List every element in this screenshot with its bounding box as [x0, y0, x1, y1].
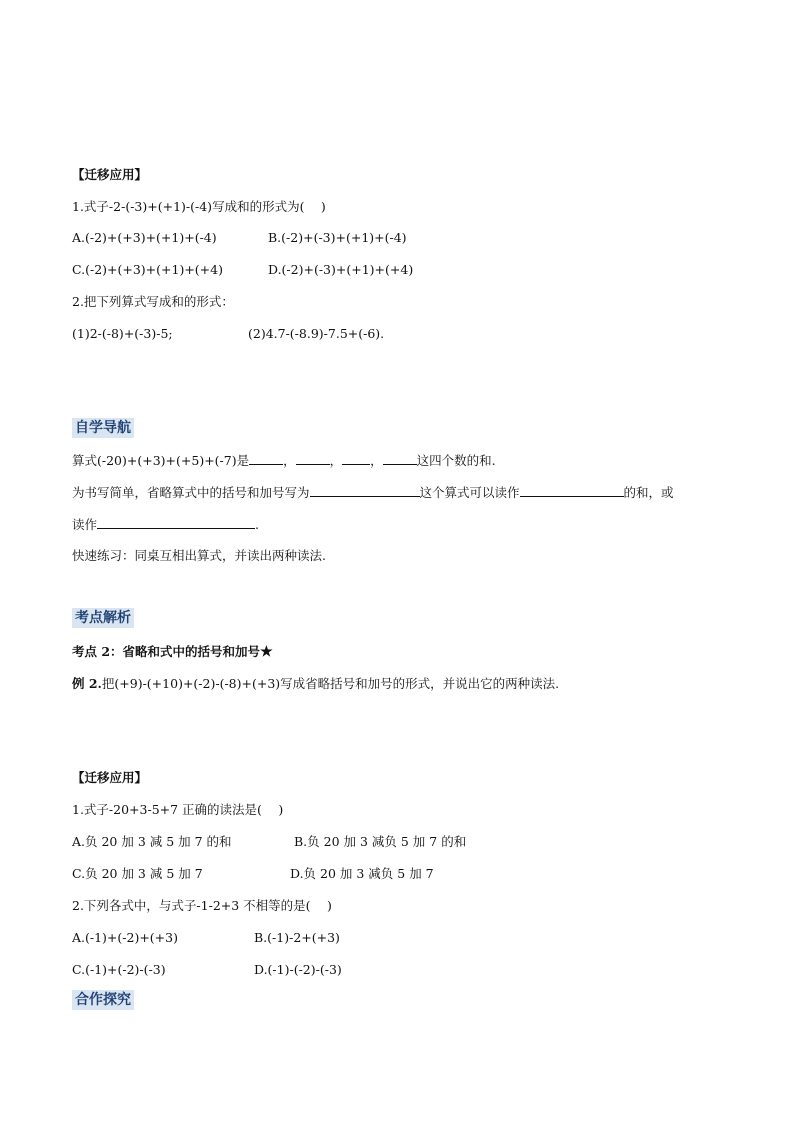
blank-2	[296, 452, 330, 465]
example-label: 例 2.	[72, 676, 102, 691]
question-2-part-2: (2)4.7-(-8.9)-7.5+(-6).	[248, 326, 385, 341]
self-study-line-1	[72, 452, 496, 469]
self-study-line-3-prefix: 读作	[72, 517, 98, 532]
example-text: 把(+9)-(+10)+(-2)-(-8)+(+3)写成省略括号和加号的形式，并说出它的两种读法.	[101, 676, 560, 691]
option-d-3: D.(-1)-(-2)-(-3)	[254, 962, 342, 977]
option-d-2: D.负 20 加 3 减负 5 加 7	[290, 866, 434, 881]
option-c-2: C.负 20 加 3 减 5 加 7	[72, 866, 203, 881]
section-heading-analysis: 考点解析	[72, 608, 134, 628]
exam-point-2	[72, 644, 273, 660]
section-heading-transfer-2: 【迁移应用】	[72, 770, 148, 785]
blank-5	[310, 484, 420, 497]
section-heading-transfer-1: 【迁移应用】	[72, 167, 148, 182]
self-study-line-2	[72, 484, 674, 501]
option-d: D.(-2)+(-3)+(+1)+(+4)	[268, 262, 414, 277]
blank-1	[249, 452, 283, 465]
option-a-2: A.负 20 加 3 减 5 加 7 的和	[72, 834, 232, 849]
option-b: B.(-2)+(-3)+(+1)+(-4)	[268, 230, 407, 245]
blank-3	[342, 452, 370, 465]
separator: ，	[283, 453, 296, 468]
question-1-text-2: 1.式子-20+3-5+7 正确的读法是( )	[72, 802, 284, 817]
example-2	[72, 676, 559, 692]
blank-6	[520, 484, 624, 497]
self-study-line-1-suffix: 这四个数的和.	[416, 453, 496, 468]
question-2-part-1: (1)2-(-8)+(-3)-5;	[72, 326, 173, 341]
separator: ，	[370, 453, 383, 468]
self-study-line-3	[72, 516, 259, 533]
option-a: A.(-2)+(+3)+(+1)+(-4)	[72, 230, 217, 245]
quick-practice: 快速练习：同桌互相出算式，并读出两种读法.	[72, 548, 326, 563]
section-heading-self-study: 自学导航	[72, 418, 134, 438]
blank-4	[383, 452, 417, 465]
option-b-2: B.负 20 加 3 减负 5 加 7 的和	[294, 834, 467, 849]
option-b-3: B.(-1)-2+(+3)	[254, 930, 340, 945]
option-a-3: A.(-1)+(-2)+(+3)	[72, 930, 178, 945]
self-study-line-2-suffix: 的和，或	[623, 485, 674, 500]
self-study-line-1-prefix: 算式(-20)+(+3)+(+5)+(-7)是	[72, 453, 250, 468]
self-study-line-2-mid: 这个算式可以读作	[419, 485, 520, 500]
question-2-text-2: 2.下列各式中，与式子-1-2+3 不相等的是( )	[72, 898, 332, 913]
separator: ，	[329, 453, 343, 468]
question-2-text: 2.把下列算式写成和的形式：	[72, 294, 234, 309]
self-study-line-2-prefix: 为书写简单，省略算式中的括号和加号写为	[72, 485, 310, 500]
option-c: C.(-2)+(+3)+(+1)+(+4)	[72, 262, 223, 277]
self-study-line-3-suffix: .	[255, 517, 259, 532]
section-heading-cooperation: 合作探究	[72, 990, 134, 1010]
blank-7	[97, 516, 255, 529]
star-icon: ★	[260, 644, 273, 660]
option-c-3: C.(-1)+(-2)-(-3)	[72, 962, 166, 977]
exam-point-title: 考点 2：省略和式中的括号和加号	[72, 644, 261, 659]
question-1-text: 1.式子-2-(-3)+(+1)-(-4)写成和的形式为( )	[72, 199, 326, 214]
